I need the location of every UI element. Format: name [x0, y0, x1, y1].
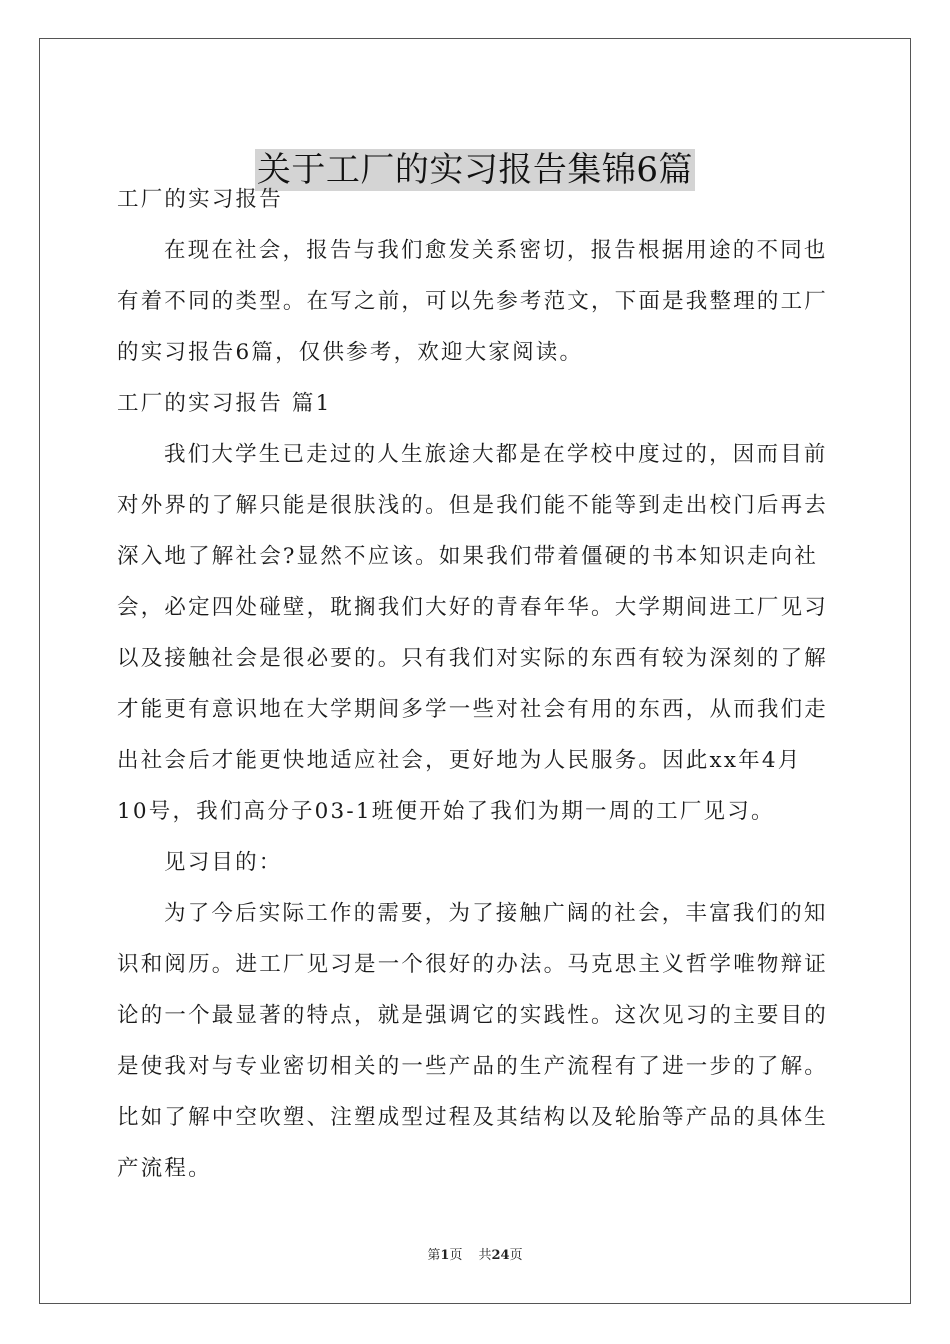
- page-suffix: 页: [449, 1248, 463, 1263]
- total-prefix: 共: [478, 1248, 492, 1263]
- purpose-line: 为了今后实际工作的需要，为了接触广阔的社会，丰富我们的知: [164, 901, 828, 926]
- body-line: 才能更有意识地在大学期间多学一些对社会有用的东西，从而我们走: [117, 697, 829, 722]
- document-subtitle: 工厂的实习报告: [117, 187, 283, 212]
- document-body: [117, 174, 833, 1194]
- body-line: 深入地了解社会?显然不应该。如果我们带着僵硬的书本知识走向社: [117, 544, 819, 569]
- total-suffix: 页: [509, 1248, 523, 1263]
- purpose-line: 产流程。: [117, 1156, 212, 1181]
- purpose-heading: 见习目的：: [164, 850, 283, 875]
- body-line: 以及接触社会是很必要的。只有我们对实际的东西有较为深刻的了解: [117, 646, 829, 671]
- intro-line: 的实习报告6篇，仅供参考，欢迎大家阅读。: [117, 340, 584, 365]
- section-heading: 工厂的实习报告 篇1: [117, 391, 332, 416]
- intro-line: 在现在社会，报告与我们愈发关系密切，报告根据用途的不同也: [164, 238, 828, 263]
- body-line: 10号，我们高分子03-1班便开始了我们为期一周的工厂见习。: [117, 799, 775, 824]
- page-number: 1: [440, 1248, 450, 1263]
- body-line: 出社会后才能更快地适应社会，更好地为人民服务。因此xx年4月: [117, 748, 802, 773]
- body-line: 我们大学生已走过的人生旅途大都是在学校中度过的，因而目前: [164, 442, 828, 467]
- page-prefix: 第: [427, 1248, 441, 1263]
- intro-line: 有着不同的类型。在写之前，可以先参考范文，下面是我整理的工厂: [117, 289, 829, 314]
- page-footer: [0, 1247, 950, 1265]
- total-pages: 24: [491, 1248, 510, 1263]
- purpose-line: 比如了解中空吹塑、注塑成型过程及其结构以及轮胎等产品的具体生: [117, 1105, 829, 1130]
- purpose-line: 是使我对与专业密切相关的一些产品的生产流程有了进一步的了解。: [117, 1054, 829, 1079]
- purpose-line: 识和阅历。进工厂见习是一个很好的办法。马克思主义哲学唯物辩证: [117, 952, 829, 977]
- body-line: 对外界的了解只能是很肤浅的。但是我们能不能等到走出校门后再去: [117, 493, 829, 518]
- body-line: 会，必定四处碰壁，耽搁我们大好的青春年华。大学期间进工厂见习: [117, 595, 829, 620]
- document-title: 关于工厂的实习报告集锦6篇: [256, 149, 694, 190]
- purpose-line: 论的一个最显著的特点，就是强调它的实践性。这次见习的主要目的: [117, 1003, 829, 1028]
